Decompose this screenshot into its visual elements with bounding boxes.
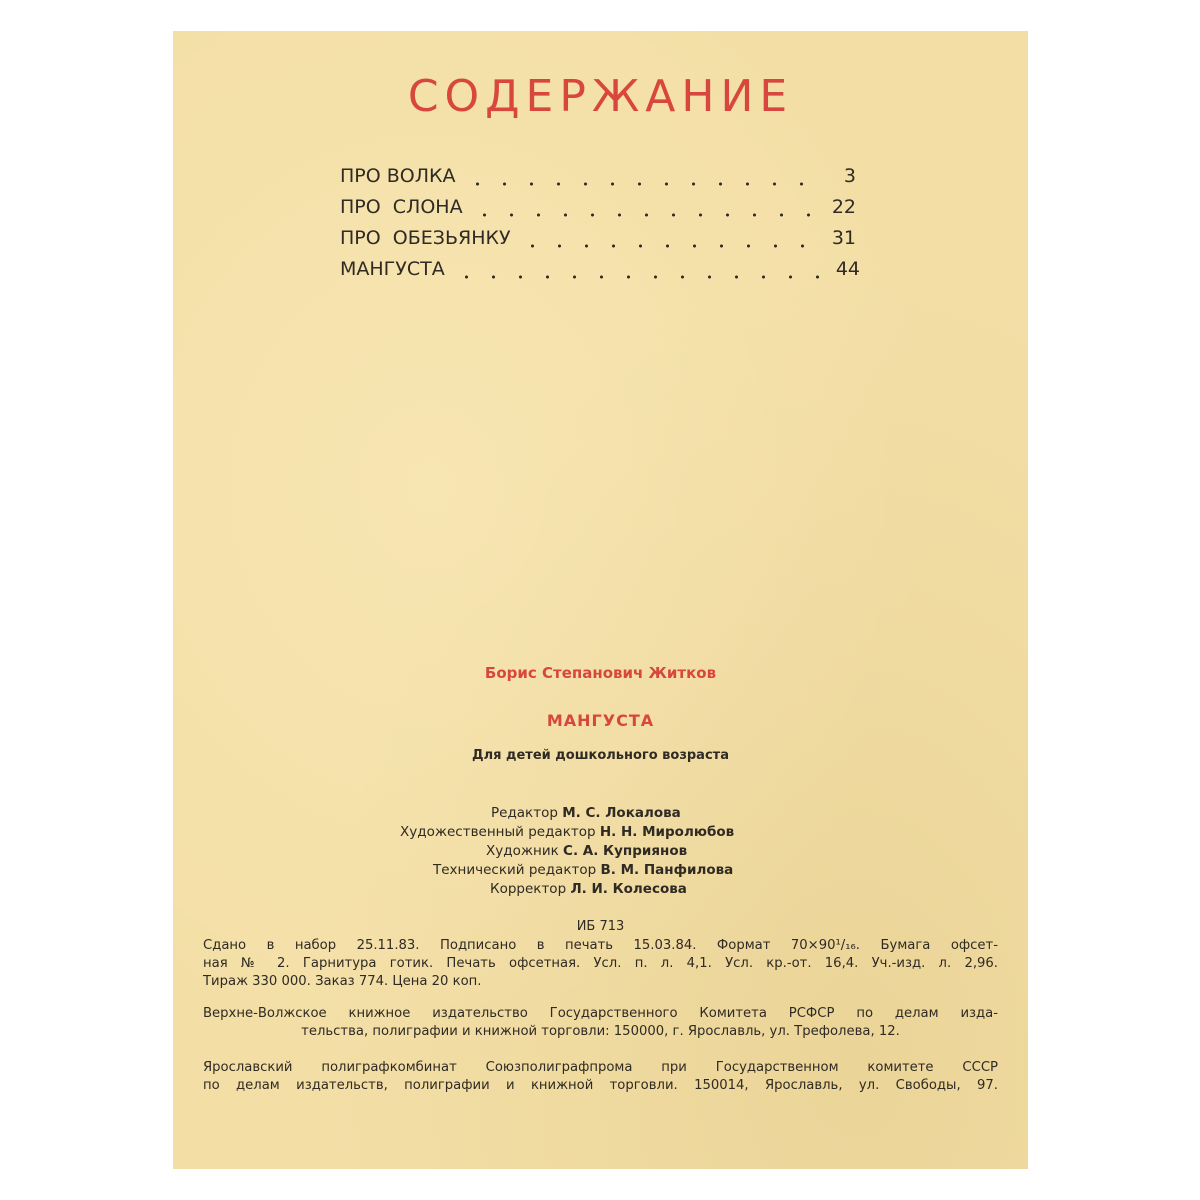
publisher-info xyxy=(203,1005,998,1041)
credit-name: Л. И. Колесова xyxy=(570,881,687,897)
ib-number: ИБ 713 xyxy=(576,919,625,934)
toc-entry xyxy=(340,196,856,227)
audience-note: Для детей дошкольного возраста xyxy=(472,748,729,763)
publisher-line: Верхне-Волжское книжное издательство Государственного Комитета РСФСР по делам изда- xyxy=(203,1006,998,1021)
credit-line xyxy=(400,824,734,840)
toc-entry-page: 44 xyxy=(835,258,860,280)
toc-leader-dots xyxy=(519,242,816,250)
toc-entry-label: ПРО ОБЕЗЬЯНКУ xyxy=(340,227,511,249)
table-of-contents xyxy=(340,165,860,289)
printer-info xyxy=(203,1059,998,1095)
toc-entry-page: 31 xyxy=(831,227,856,249)
printer-line: по делам издательств, полиграфии и книжной торговли. 150014, Ярославль, ул. Свободы, 97. xyxy=(203,1078,998,1093)
credit-line xyxy=(491,805,681,821)
print-info-line: Сдано в набор 25.11.83. Подписано в печать 15.03.84. Формат 70×90¹/₁₆. Бумага офсет- xyxy=(203,938,998,953)
credit-name: С. А. Куприянов xyxy=(563,843,688,859)
publisher-line: тельства, полиграфии и книжной торговли: 150000, г. Ярославль, ул. Трефолева, 12. xyxy=(301,1024,900,1039)
toc-entry-label: ПРО СЛОНА xyxy=(340,196,463,218)
toc-entry-label: ПРО ВОЛКА xyxy=(340,165,456,187)
toc-leader-dots xyxy=(464,180,816,188)
toc-leader-dots xyxy=(453,273,820,281)
toc-entry xyxy=(340,258,860,289)
author-name: Борис Степанович Житков xyxy=(484,664,717,682)
credit-role: Художник xyxy=(486,843,559,859)
print-info xyxy=(203,937,998,991)
toc-entry-page: 22 xyxy=(831,196,856,218)
toc-entry xyxy=(340,165,856,196)
credit-line xyxy=(486,843,687,859)
toc-title: СОДЕРЖАНИЕ xyxy=(407,71,794,122)
toc-entry-label: МАНГУСТА xyxy=(340,258,445,280)
credit-name: В. М. Панфилова xyxy=(600,862,734,878)
credit-line xyxy=(433,862,733,878)
credit-role: Редактор xyxy=(491,805,558,821)
printer-line: Ярославский полиграфкомбинат Союзполиграфпрома при Государственном комитете СССР xyxy=(203,1060,998,1075)
credit-role: Корректор xyxy=(490,881,567,897)
credit-name: М. С. Локалова xyxy=(562,805,681,821)
book-title: МАНГУСТА xyxy=(546,711,655,730)
print-info-line: ная № 2. Гарнитура готик. Печать офсетная. Усл. п. л. 4,1. Усл. кр.-от. 16,4. Уч.-изд. л. 2,96. xyxy=(203,956,998,971)
credit-name: Н. Н. Миролюбов xyxy=(599,824,735,840)
toc-leader-dots xyxy=(471,211,816,219)
credit-role: Технический редактор xyxy=(433,862,597,878)
toc-entry xyxy=(340,227,856,258)
book-page xyxy=(173,31,1028,1169)
credit-line xyxy=(490,881,687,897)
toc-entry-page: 3 xyxy=(843,165,856,187)
credit-role: Художественный редактор xyxy=(400,824,596,840)
print-info-line: Тираж 330 000. Заказ 774. Цена 20 коп. xyxy=(203,974,482,989)
